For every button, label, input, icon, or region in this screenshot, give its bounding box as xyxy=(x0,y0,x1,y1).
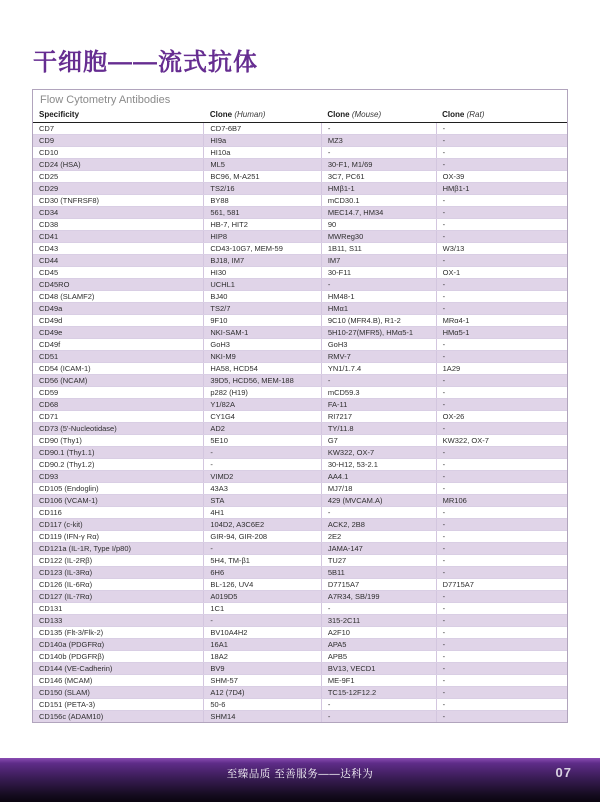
table-cell: - xyxy=(321,375,436,387)
table-row xyxy=(33,351,567,363)
table-cell: - xyxy=(436,711,567,723)
table-cell: MR106 xyxy=(436,495,567,507)
table-cell: - xyxy=(436,399,567,411)
table-cell: GoH3 xyxy=(204,339,321,351)
table-row xyxy=(33,303,567,315)
table-cell: - xyxy=(436,651,567,663)
table-cell: SHM14 xyxy=(204,711,321,723)
table-cell: 9F10 xyxy=(204,315,321,327)
table-cell: 9C10 (MFR4.B), R1-2 xyxy=(321,315,436,327)
table-cell: - xyxy=(436,255,567,267)
table-cell: CD146 (MCAM) xyxy=(33,675,204,687)
table-cell: CD156c (ADAM10) xyxy=(39,712,104,721)
table-cell: 4H1 xyxy=(204,507,321,519)
table-cell: - xyxy=(436,135,567,147)
table-row xyxy=(33,567,567,579)
table-row xyxy=(33,651,567,663)
page-number: 07 xyxy=(555,765,572,780)
table-row xyxy=(33,375,567,387)
table-cell: 90 xyxy=(321,219,436,231)
table-cell: CD90 (Thy1) xyxy=(33,435,204,447)
table-row xyxy=(33,435,567,447)
table-cell: NKI-M9 xyxy=(204,351,321,363)
table-cell: BV10A4H2 xyxy=(204,627,321,639)
table-cell: BC96, M-A251 xyxy=(204,171,321,183)
table-cell: CY1G4 xyxy=(204,411,321,423)
table-cell: YN1/1.7.4 xyxy=(321,363,436,375)
column-header-species: (Rat) xyxy=(466,110,485,119)
table-cell: mCD59.3 xyxy=(321,387,436,399)
table-row xyxy=(33,603,567,615)
column-header-label: Clone xyxy=(442,110,465,119)
table-cell: CD29 xyxy=(33,183,204,195)
table-row xyxy=(33,579,567,591)
table-cell: HMα1 xyxy=(321,303,436,315)
table-cell: - xyxy=(321,123,436,135)
table-cell: - xyxy=(436,663,567,675)
table-row xyxy=(33,699,567,711)
table-cell: MEC14.7, HM34 xyxy=(321,207,436,219)
table-cell: BJ40 xyxy=(204,291,321,303)
table-cell: D7715A7 xyxy=(321,579,436,591)
table-cell: HI10a xyxy=(204,147,321,159)
table-cell: CD45 xyxy=(33,267,204,279)
table-row xyxy=(33,267,567,279)
table-cell: - xyxy=(436,147,567,159)
table-row xyxy=(33,411,567,423)
table-cell: 1A29 xyxy=(436,363,567,375)
column-header-species: (Human) xyxy=(234,110,266,119)
table-row xyxy=(33,195,567,207)
table-cell: 3C7, PC61 xyxy=(321,171,436,183)
table-row xyxy=(33,171,567,183)
table-cell: CD56 (NCAM) xyxy=(33,375,204,387)
table-cell: CD126 (IL-6Rα) xyxy=(33,579,204,591)
table-cell: 1C1 xyxy=(204,603,321,615)
table-cell: CD116 xyxy=(33,507,204,519)
table-cell: 5B11 xyxy=(321,567,436,579)
table-cell: - xyxy=(436,459,567,471)
table-cell: - xyxy=(436,471,567,483)
table-cell: 16A1 xyxy=(204,639,321,651)
table-cell: - xyxy=(436,531,567,543)
table-cell: - xyxy=(436,231,567,243)
table-cell: CD150 (SLAM) xyxy=(33,687,204,699)
table-row xyxy=(33,315,567,327)
table-cell: ME-9F1 xyxy=(321,675,436,687)
table-row xyxy=(33,507,567,519)
table-cell: CD119 (IFN-γ Rα) xyxy=(33,531,204,543)
table-row xyxy=(33,243,567,255)
table-row xyxy=(33,339,567,351)
table-cell: KW322, OX-7 xyxy=(321,447,436,459)
table-cell: 30-H12, 53-2.1 xyxy=(321,459,436,471)
table-cell: - xyxy=(321,603,436,615)
table-cell: HA58, HCD54 xyxy=(204,363,321,375)
table-cell: CD25 xyxy=(33,171,204,183)
table-row xyxy=(33,135,567,147)
table-row xyxy=(33,423,567,435)
table-cell: - xyxy=(436,603,567,615)
table-cell: A12 (7D4) xyxy=(204,687,321,699)
table-cell: UCHL1 xyxy=(204,279,321,291)
table-cell: 5H4, TM-β1 xyxy=(204,555,321,567)
table-cell: - xyxy=(436,387,567,399)
table-cell: BV13, VECD1 xyxy=(321,663,436,675)
table-cell: SHM-57 xyxy=(204,675,321,687)
table-cell: CD73 (5'-Nucleotidase) xyxy=(33,423,204,435)
antibody-table-body xyxy=(33,123,567,723)
column-header-label: Specificity xyxy=(39,110,80,119)
table-cell: OX-1 xyxy=(436,267,567,279)
table-row xyxy=(33,555,567,567)
table-cell: HMα5-1 xyxy=(436,327,567,339)
table-cell: BV9 xyxy=(204,663,321,675)
table-cell: OX-39 xyxy=(436,171,567,183)
table-cell: 43A3 xyxy=(204,483,321,495)
table-cell: CD121a (IL-1R, Type I/p80) xyxy=(33,543,204,555)
table-cell: APB5 xyxy=(321,651,436,663)
table-cell: - xyxy=(436,483,567,495)
table-cell: CD140b (PDGFRβ) xyxy=(33,651,204,663)
table-row xyxy=(33,531,567,543)
table-cell: MRα4-1 xyxy=(436,315,567,327)
table-cell: CD43 xyxy=(33,243,204,255)
table-cell: - xyxy=(436,591,567,603)
table-row xyxy=(33,147,567,159)
table-cell: CD45RO xyxy=(33,279,204,291)
table-cell: 18A2 xyxy=(204,651,321,663)
table-cell: CD90.1 (Thy1.1) xyxy=(33,447,204,459)
table-cell: - xyxy=(321,507,436,519)
table-cell: - xyxy=(436,555,567,567)
table-cell: MZ3 xyxy=(321,135,436,147)
table-row xyxy=(33,159,567,171)
table-cell: 5H10-27(MFR5), HMα5-1 xyxy=(321,327,436,339)
table-cell: CD49f xyxy=(33,339,204,351)
table-cell: W3/13 xyxy=(436,243,567,255)
table-cell: 104D2, A3C6E2 xyxy=(204,519,321,531)
table-cell: - xyxy=(321,279,436,291)
table-cell: CD51 xyxy=(33,351,204,363)
table-cell: - xyxy=(436,123,567,135)
table-cell: BJ18, IM7 xyxy=(204,255,321,267)
table-cell: NKI-SAM-1 xyxy=(204,327,321,339)
table-cell: p282 (H19) xyxy=(204,387,321,399)
table-cell: A019D5 xyxy=(204,591,321,603)
table-cell: IM7 xyxy=(321,255,436,267)
table-cell: GIR-94, GIR-208 xyxy=(204,531,321,543)
table-cell: CD44 xyxy=(33,255,204,267)
table-cell: CD90.2 (Thy1.2) xyxy=(33,459,204,471)
table-cell: ML5 xyxy=(204,159,321,171)
table-cell: FA-11 xyxy=(321,399,436,411)
table-cell: HMβ1-1 xyxy=(436,183,567,195)
table-cell: - xyxy=(204,447,321,459)
table-cell: TU27 xyxy=(321,555,436,567)
table-cell: CD127 (IL-7Rα) xyxy=(33,591,204,603)
column-header-label: Clone xyxy=(209,110,233,119)
table-cell: CD131 xyxy=(33,603,204,615)
table-cell: MJ7/18 xyxy=(321,483,436,495)
table-cell: - xyxy=(436,351,567,363)
table-cell: CD140a (PDGFRα) xyxy=(33,639,204,651)
page-title: 干细胞——流式抗体 xyxy=(33,49,258,76)
table-row xyxy=(33,327,567,339)
table-cell: - xyxy=(436,675,567,687)
table-cell: CD144 (VE-Cadherin) xyxy=(33,663,204,675)
table-cell: TS2/16 xyxy=(204,183,321,195)
antibody-table xyxy=(33,108,567,722)
table-cell: CD93 xyxy=(33,471,204,483)
table-cell: 6H6 xyxy=(204,567,321,579)
table-row xyxy=(33,675,567,687)
table-cell: JAMA-147 xyxy=(321,543,436,555)
table-row xyxy=(33,483,567,495)
table-cell: CD41 xyxy=(33,231,204,243)
table-row xyxy=(33,399,567,411)
table-cell: 39D5, HCD56, MEM-188 xyxy=(204,375,321,387)
table-row xyxy=(33,291,567,303)
table-cell: CD71 xyxy=(33,411,204,423)
column-header-clone-rat xyxy=(436,108,567,123)
table-cell: - xyxy=(436,195,567,207)
table-row xyxy=(33,279,567,291)
page-footer xyxy=(0,758,600,802)
table-row xyxy=(33,687,567,699)
column-header-label: Clone xyxy=(327,110,350,119)
table-cell: 561, 581 xyxy=(204,207,321,219)
table-row xyxy=(33,447,567,459)
table-cell: - xyxy=(321,699,436,711)
table-cell: CD122 (IL-2Rβ) xyxy=(33,555,204,567)
table-cell: CD43-10G7, MEM-59 xyxy=(204,243,321,255)
table-cell: CD38 xyxy=(33,219,204,231)
table-cell: - xyxy=(436,615,567,627)
table-cell: - xyxy=(436,627,567,639)
table-cell: CD106 (VCAM-1) xyxy=(33,495,204,507)
table-cell: - xyxy=(436,687,567,699)
table-header-row xyxy=(33,108,567,123)
table-cell: CD24 (HSA) xyxy=(33,159,204,171)
table-row xyxy=(33,639,567,651)
table-cell: - xyxy=(436,699,567,711)
table-cell: - xyxy=(436,159,567,171)
table-row xyxy=(33,627,567,639)
table-cell: CD133 xyxy=(33,615,204,627)
table-cell: CD9 xyxy=(33,135,204,147)
table-row xyxy=(33,471,567,483)
table-cell: - xyxy=(436,303,567,315)
table-cell: CD48 (SLAMF2) xyxy=(33,291,204,303)
table-cell: - xyxy=(436,639,567,651)
table-cell: APA5 xyxy=(321,639,436,651)
table-cell: mCD30.1 xyxy=(321,195,436,207)
table-cell: GoH3 xyxy=(321,339,436,351)
table-cell: CD117 (c-kit) xyxy=(33,519,204,531)
table-cell: 315-2C11 xyxy=(321,615,436,627)
table-cell: CD49e xyxy=(33,327,204,339)
table-row xyxy=(33,519,567,531)
table-cell: TS2/7 xyxy=(204,303,321,315)
table-title: Flow Cytometry Antibodies xyxy=(40,94,171,106)
table-cell: CD54 (ICAM-1) xyxy=(33,363,204,375)
table-cell: G7 xyxy=(321,435,436,447)
table-cell: - xyxy=(436,291,567,303)
column-header-species: (Mouse) xyxy=(351,110,382,119)
table-cell: - xyxy=(204,459,321,471)
table-cell: - xyxy=(436,543,567,555)
table-row xyxy=(33,363,567,375)
table-cell: CD49d xyxy=(33,315,204,327)
table-row xyxy=(33,207,567,219)
table-cell: - xyxy=(436,339,567,351)
table-cell: CD59 xyxy=(33,387,204,399)
table-row xyxy=(33,615,567,627)
table-cell: TC15-12F12.2 xyxy=(321,687,436,699)
antibody-table-container xyxy=(32,89,568,723)
table-cell: HMβ1-1 xyxy=(321,183,436,195)
table-cell: 429 (MVCAM.A) xyxy=(321,495,436,507)
table-cell: A2F10 xyxy=(321,627,436,639)
table-row xyxy=(33,663,567,675)
table-cell: HM48-1 xyxy=(321,291,436,303)
table-row xyxy=(33,219,567,231)
table-cell: HIP8 xyxy=(204,231,321,243)
table-cell: HI9a xyxy=(204,135,321,147)
table-cell: ACK2, 2B8 xyxy=(321,519,436,531)
table-cell: CD7 xyxy=(33,123,204,135)
table-cell: HI30 xyxy=(204,267,321,279)
table-cell: AA4.1 xyxy=(321,471,436,483)
table-cell: - xyxy=(204,543,321,555)
table-cell: - xyxy=(436,207,567,219)
table-row xyxy=(33,711,567,723)
table-cell: VIMD2 xyxy=(204,471,321,483)
table-cell: BY88 xyxy=(204,195,321,207)
table-cell: STA xyxy=(204,495,321,507)
table-cell: CD34 xyxy=(33,207,204,219)
table-cell: CD10 xyxy=(33,147,204,159)
table-row xyxy=(33,183,567,195)
table-cell: TY/11.8 xyxy=(321,423,436,435)
table-cell: 50-6 xyxy=(204,699,321,711)
table-cell: CD105 (Endoglin) xyxy=(33,483,204,495)
table-cell: 1B11, S11 xyxy=(321,243,436,255)
table-cell: - xyxy=(204,615,321,627)
footer-slogan: 至臻品质 至善服务——达科为 xyxy=(226,768,374,780)
table-cell: CD30 (TNFRSF8) xyxy=(33,195,204,207)
table-cell: - xyxy=(436,447,567,459)
table-cell: D7715A7 xyxy=(436,579,567,591)
table-cell: - xyxy=(436,219,567,231)
table-row xyxy=(33,495,567,507)
table-cell: CD68 xyxy=(33,399,204,411)
table-cell: - xyxy=(436,519,567,531)
table-cell: 30-F1, M1/69 xyxy=(321,159,436,171)
table-cell: CD135 (Flt-3/Flk-2) xyxy=(33,627,204,639)
table-row xyxy=(33,255,567,267)
table-cell: - xyxy=(436,423,567,435)
table-cell: CD123 (IL-3Rα) xyxy=(33,567,204,579)
table-row xyxy=(33,387,567,399)
table-cell: - xyxy=(436,279,567,291)
table-cell: Y1/82A xyxy=(204,399,321,411)
table-cell: - xyxy=(321,147,436,159)
table-cell: RI7217 xyxy=(321,411,436,423)
table-row xyxy=(33,123,567,135)
table-cell: CD7-6B7 xyxy=(204,123,321,135)
table-cell: OX-26 xyxy=(436,411,567,423)
table-cell: 2E2 xyxy=(321,531,436,543)
table-cell: CD49a xyxy=(33,303,204,315)
table-row xyxy=(33,543,567,555)
table-cell: - xyxy=(436,567,567,579)
table-cell: 30-F11 xyxy=(321,267,436,279)
table-cell: A7R34, SB/199 xyxy=(321,591,436,603)
table-row xyxy=(33,591,567,603)
table-cell: KW322, OX-7 xyxy=(436,435,567,447)
table-cell: RMV-7 xyxy=(321,351,436,363)
table-cell: MWReg30 xyxy=(321,231,436,243)
table-cell: AD2 xyxy=(204,423,321,435)
table-cell: HB-7, HIT2 xyxy=(204,219,321,231)
table-cell: 5E10 xyxy=(204,435,321,447)
column-header-clone-mouse xyxy=(321,108,436,123)
table-row xyxy=(33,231,567,243)
table-row xyxy=(33,459,567,471)
table-cell: CD151 (PETA-3) xyxy=(33,699,204,711)
table-cell: - xyxy=(321,711,436,723)
table-cell: - xyxy=(436,507,567,519)
column-header-clone-human xyxy=(204,108,321,123)
table-cell: BL-126, UV4 xyxy=(204,579,321,591)
table-cell: - xyxy=(436,375,567,387)
column-header-specificity xyxy=(33,108,204,123)
